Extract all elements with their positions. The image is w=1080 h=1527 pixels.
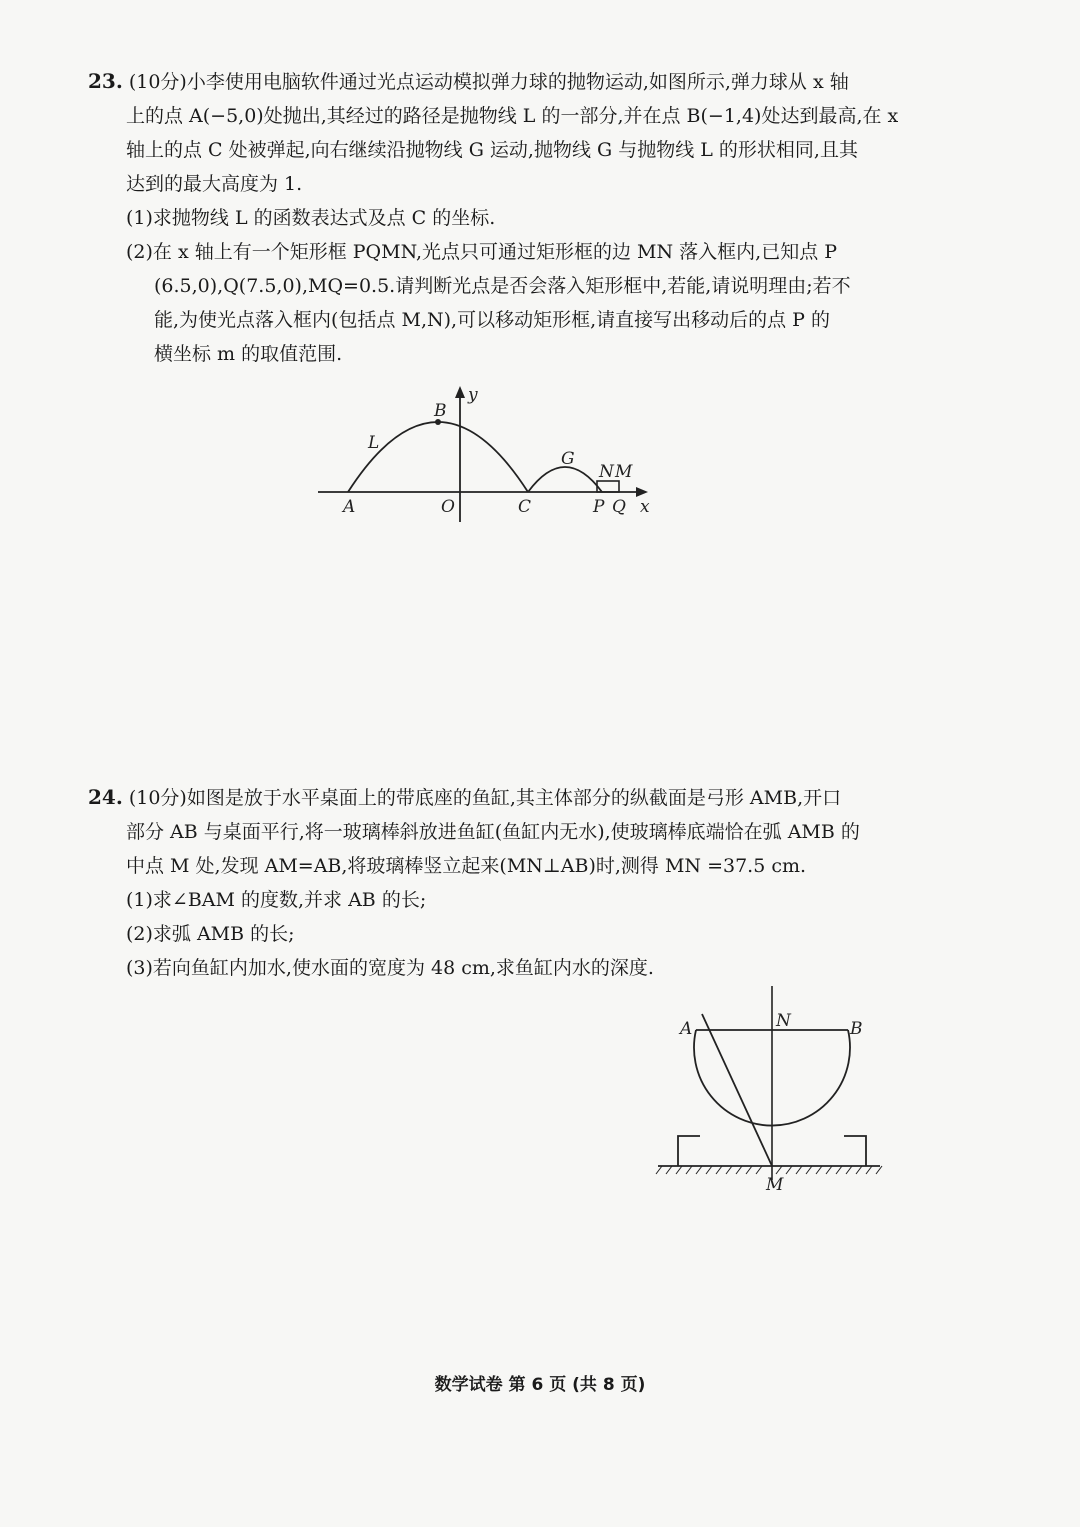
x-axis-arrow-icon xyxy=(636,487,648,497)
question-23 xyxy=(88,64,908,371)
label-a: A xyxy=(343,497,356,517)
table-hatch xyxy=(656,1166,882,1174)
q23-line-1 xyxy=(88,64,908,99)
q23-text-line: 上的点 A(−5,0)处抛出,其经过的路径是抛物线 L 的一部分,并在点 B(−1,4)处达到最高,在 x xyxy=(126,105,899,127)
fish-tank-figure xyxy=(650,980,900,1200)
q23-part-2-line: (2)在 x 轴上有一个矩形框 PQMN,光点只可通过矩形框的边 MN 落入框内,已知点 P xyxy=(126,241,838,263)
label-n: N xyxy=(599,462,614,482)
q24-number: 24. xyxy=(88,785,123,809)
label-a: A xyxy=(680,1019,693,1039)
parabola-g xyxy=(528,467,602,492)
q23-text-line: 轴上的点 C 处被弹起,向右继续沿抛物线 G 运动,抛物线 G 与抛物线 L 的形状相同,且其 xyxy=(126,139,858,161)
parabola-figure xyxy=(310,380,670,530)
q24-text-line: 中点 M 处,发现 AM=AB,将玻璃棒竖立起来(MN⊥AB)时,测得 MN =37.5 cm. xyxy=(126,855,807,877)
label-q: Q xyxy=(612,497,626,517)
q24-part: (1)求∠BAM 的度数,并求 AB 的长; xyxy=(126,889,427,911)
label-l: L xyxy=(368,433,380,453)
q23-text-line: (10分)小李使用电脑软件通过光点运动模拟弹力球的抛物运动,如图所示,弹力球从 x 轴 xyxy=(128,71,849,93)
base-right xyxy=(844,1136,866,1166)
label-c: C xyxy=(518,497,532,517)
label-m: M xyxy=(615,462,633,482)
label-g: G xyxy=(561,449,575,469)
q24-text-line: 部分 AB 与桌面平行,将一玻璃棒斜放进鱼缸(鱼缸内无水),使玻璃棒底端恰在弧 AMB 的 xyxy=(126,821,860,843)
q24-line-1 xyxy=(88,780,908,815)
label-b: B xyxy=(434,401,447,421)
label-p: P xyxy=(593,497,605,517)
label-n: N xyxy=(776,1011,791,1031)
label-y: y xyxy=(468,385,478,405)
q23-part-2-line: 横坐标 m 的取值范围. xyxy=(154,343,343,365)
label-x: x xyxy=(640,497,650,517)
q23-text-line: 达到的最大高度为 1. xyxy=(126,173,303,195)
q23-part-1: (1)求抛物线 L 的函数表达式及点 C 的坐标. xyxy=(126,207,496,229)
question-24 xyxy=(88,780,908,985)
q24-part: (2)求弧 AMB 的长; xyxy=(126,923,295,945)
glass-rod xyxy=(702,1014,772,1166)
q24-part: (3)若向鱼缸内加水,使水面的宽度为 48 cm,求鱼缸内水的深度. xyxy=(126,957,654,979)
q23-number: 23. xyxy=(88,69,123,93)
q24-text-line: (10分)如图是放于水平桌面上的带底座的鱼缸,其主体部分的纵截面是弓形 AMB,开口 xyxy=(128,787,842,809)
label-m: M xyxy=(766,1175,784,1195)
q23-part-2-line: (6.5,0),Q(7.5,0),MQ=0.5.请判断光点是否会落入矩形框中,若能,请说明理由;若不 xyxy=(154,275,851,297)
base-left xyxy=(678,1136,700,1166)
q23-part-2-line: 能,为使光点落入框内(包括点 M,N),可以移动矩形框,请直接写出移动后的点 P 的 xyxy=(154,309,830,331)
y-axis-arrow-icon xyxy=(455,386,465,398)
label-b: B xyxy=(850,1019,863,1039)
page-footer: 数学试卷 第 6 页 (共 8 页) xyxy=(434,1375,646,1395)
label-o: O xyxy=(441,497,455,517)
